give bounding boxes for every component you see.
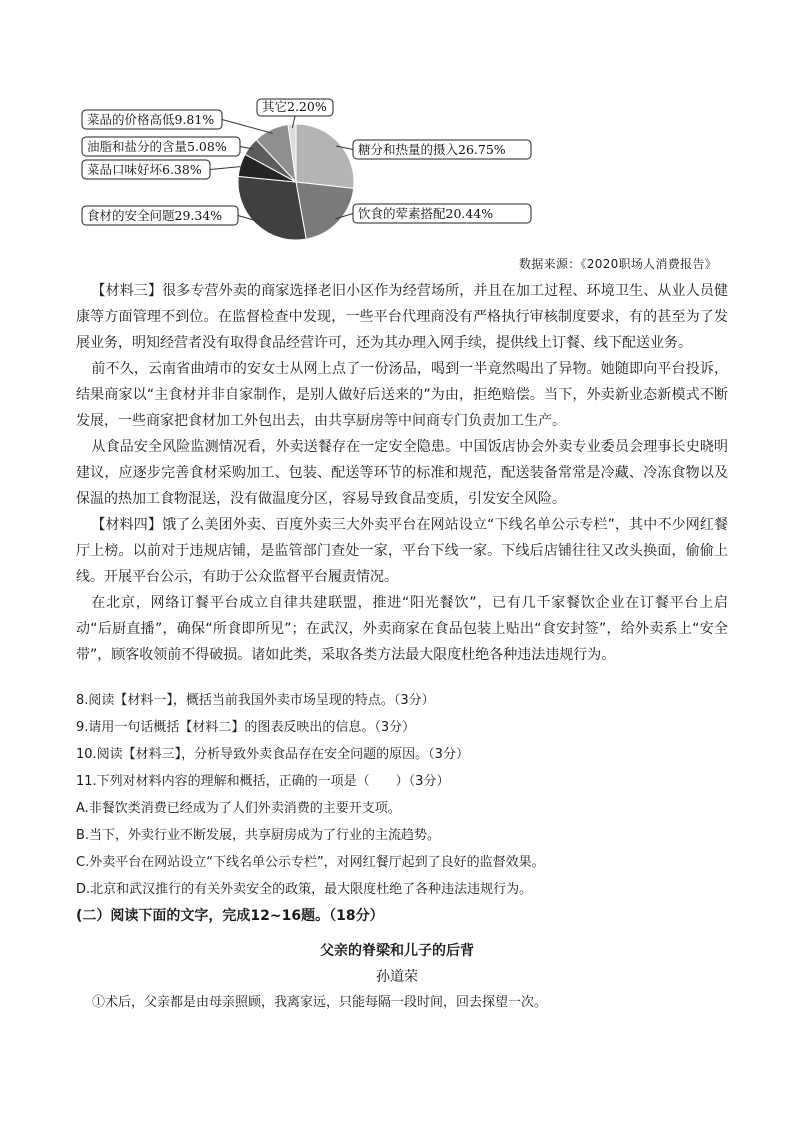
slice-label: 饮食的荤素搭配20.44% xyxy=(358,206,494,221)
data-source-note: 数据来源：《2020职场人消费报告》 xyxy=(519,257,717,271)
risk-paragraph: 从食品安全风险监测情况看，外卖送餐存在一定安全隐患。中国饭店协会外卖专业委员会理事长史晓明建议，应逐步完善食材采购加工、包装、配送等环节的标准和规范，配送装备常常是冷藏、冷冻食物以及保温的热加工食物混送，没有做温度分区，容易导致食品变质，引发安全风险。 xyxy=(76,439,728,507)
question-10: 10.阅读【材料三】，分析导致外卖食品存在安全问题的原因。（3分） xyxy=(76,747,469,762)
question-8: 8.阅读【材料一】，概括当前我国外卖市场呈现的特点。（3分） xyxy=(76,693,435,708)
story-first-line: ①术后，父亲都是由母亲照顾，我离家远，只能每隔一段时间，回去探望一次。 xyxy=(92,995,548,1010)
material-four-paragraph: 【材料四】饿了么美团外卖、百度外卖三大外卖平台在网站设立“下线名单公示专栏”，其中不少网红餐厅上榜。以前对于违规店铺，是监管部门查处一家，平台下线一家。下线后店铺往往又改头换面，偷偷上线。开展平台公示，有助于公众监督平台履责情况。 xyxy=(76,517,728,585)
option-c: C.外卖平台在网站设立“下线名单公示专栏”，对网红餐厅起到了良好的监督效果。 xyxy=(76,855,545,870)
option-b: B.当下，外卖行业不断发展，共享厨房成为了行业的主流趋势。 xyxy=(76,828,441,843)
story-author: 孙道荣 xyxy=(376,969,418,985)
callout-leader-line xyxy=(222,120,273,134)
slice-label: 其它2.20% xyxy=(262,99,327,114)
slice-label: 菜品口味好坏6.38% xyxy=(87,162,202,177)
pie-chart xyxy=(0,0,794,250)
slice-label: 油脂和盐分的含量5.08% xyxy=(87,139,227,154)
beijing-wuhan-paragraph: 在北京，网络订餐平台成立自律共建联盟，推进“阳光餐饮”，已有几千家餐饮企业在订餐平台上启动“后厨直播”，确保“所食即所见”；在武汉，外卖商家在食品包装上贴出“食安封签”，给外卖系上“安全带”，顾客收领前不得破损。诸如此类，采取各类方法最大限度杜绝各种违法违规行为。 xyxy=(76,595,728,663)
section-heading: (二）阅读下面的文字，完成12~16题。（18分） xyxy=(76,908,384,924)
pie-slice xyxy=(296,124,354,188)
slice-label: 糖分和热量的摄入26.75% xyxy=(358,142,506,157)
option-a: A.非餐饮类消费已经成为了人们外卖消费的主要开支项。 xyxy=(76,801,401,816)
story-title: 父亲的脊梁和儿子的后背 xyxy=(320,943,474,959)
slice-label: 食材的安全问题29.34% xyxy=(87,208,223,223)
option-d: D.北京和武汉推行的有关外卖安全的政策，最大限度杜绝了各种违法违规行为。 xyxy=(76,882,533,897)
material-three-paragraph: 【材料三】很多专营外卖的商家选择老旧小区作为经营场所，并且在加工过程、环境卫生、从业人员健康等方面管理不到位。在监督检查中发现，一些平台代理商没有严格执行审核制度要求，有的甚至为了发展业务，明知经营者没有取得食品经营许可，还为其办理入网手续，提供线上订餐、线下配送业务。 xyxy=(76,283,728,351)
question-9: 9.请用一句话概括【材料二】的图表反映出的信息。（3分） xyxy=(76,720,416,735)
pie-slices xyxy=(238,124,354,240)
question-11: 11.下列对材料内容的理解和概括，正确的一项是（ ）（3分） xyxy=(76,774,450,789)
pie-slice xyxy=(238,176,306,240)
slice-label: 菜品的价格高低9.81% xyxy=(87,112,215,127)
anecdote-paragraph: 前不久，云南省曲靖市的安女士从网上点了一份汤品，喝到一半竟然喝出了异物。她随即向平台投诉，结果商家以“主食材并非自家制作，是别人做好后送来的”为由，拒绝赔偿。当下，外卖新业态新模式不断发展，一些商家把食材加工外包出去，由共享厨房等中间商专门负责加工生产。 xyxy=(76,361,728,429)
